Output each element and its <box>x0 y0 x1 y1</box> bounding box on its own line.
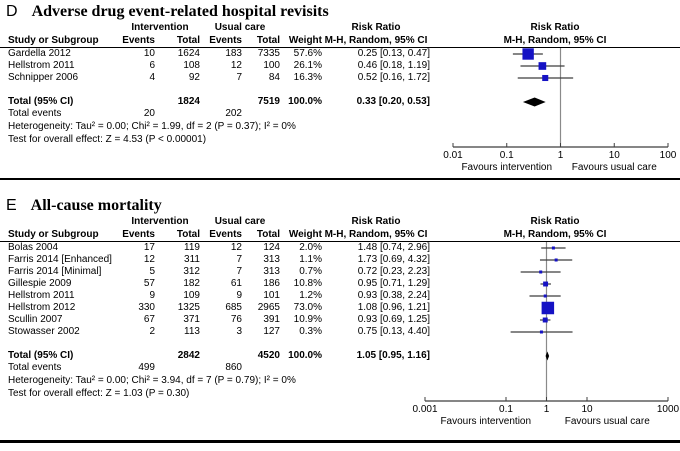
risk-ratio-cell: 0.46 [0.18, 1.19] <box>357 60 430 71</box>
total-intervention-cell: 119 <box>184 242 200 253</box>
risk-ratio-cell: 0.75 [0.13, 4.40] <box>357 326 430 337</box>
total-usual-cell: 186 <box>263 278 280 289</box>
panel-title <box>0 0 680 22</box>
events-intervention-cell: 6 <box>149 60 155 71</box>
panel-adverse-drug-event-revisits <box>0 0 680 178</box>
total-row <box>0 96 680 108</box>
events-intervention-cell: 17 <box>143 242 155 253</box>
events-usual-cell: 685 <box>225 302 242 313</box>
study-row <box>0 290 680 302</box>
usual-care-group-header: Usual care <box>214 22 266 33</box>
risk-ratio-cell: 0.25 [0.13, 0.47] <box>357 48 430 59</box>
study-name-cell: Farris 2014 [Enhanced] <box>8 254 112 265</box>
total-column-header: Total <box>256 34 280 46</box>
study-rows <box>0 242 680 338</box>
weight-cell: 1.2% <box>299 290 322 301</box>
events-usual-cell: 183 <box>225 48 242 59</box>
total-column-header: Total <box>176 228 200 240</box>
spacer <box>0 338 680 350</box>
total-events-intervention: 20 <box>143 108 155 119</box>
risk-ratio-cell: 1.73 [0.69, 4.32] <box>357 254 430 265</box>
total-intervention: 1824 <box>177 96 200 107</box>
weight-cell: 0.7% <box>299 266 322 277</box>
panel-title-text: Adverse drug event-related hospital revisits <box>31 3 329 20</box>
svg-text:1: 1 <box>543 404 550 415</box>
weight-cell: 2.0% <box>299 242 322 253</box>
intervention-group-header: Intervention <box>131 216 189 227</box>
heterogeneity-row: Heterogeneity: Tau² = 0.00; Chi² = 1.99, df = 2 (P = 0.37); I² = 0% <box>8 121 296 132</box>
total-usual: 4520 <box>257 350 280 361</box>
total-intervention-cell: 109 <box>183 290 200 301</box>
study-name-cell: Farris 2014 [Minimal] <box>8 266 102 277</box>
risk-ratio-plot-header: Risk Ratio <box>530 22 580 33</box>
favours-usual-care-label: Favours usual care <box>571 162 657 173</box>
panel-title <box>0 194 680 216</box>
study-name-cell: Schnipper 2006 <box>8 72 79 83</box>
svg-text:10: 10 <box>608 150 620 161</box>
weight-cell: 1.1% <box>299 254 322 265</box>
total-intervention-cell: 311 <box>184 254 200 265</box>
study-column-header: Study or Subgroup <box>8 34 99 46</box>
total-usual-cell: 391 <box>263 314 280 325</box>
weight-cell: 57.6% <box>293 48 322 59</box>
study-row <box>0 326 680 338</box>
total-usual-cell: 127 <box>263 326 280 337</box>
bottom-rule <box>0 440 680 443</box>
favours-usual-care-label: Favours usual care <box>564 416 650 427</box>
study-name-cell: Gillespie 2009 <box>8 278 72 289</box>
events-usual-cell: 7 <box>236 266 242 277</box>
mh-plot-header: M-H, Random, 95% CI <box>503 228 607 240</box>
risk-ratio-cell: 0.95 [0.71, 1.29] <box>357 278 430 289</box>
total-events-intervention: 499 <box>138 362 155 373</box>
events-usual-cell: 61 <box>230 278 242 289</box>
total-intervention-cell: 1325 <box>177 302 200 313</box>
weight-cell: 0.3% <box>299 326 322 337</box>
events-column-header: Events <box>122 228 155 240</box>
total-label: Total (95% CI) <box>8 350 74 361</box>
study-row <box>0 302 680 314</box>
events-intervention-cell: 12 <box>143 254 155 265</box>
heterogeneity-row: Heterogeneity: Tau² = 0.00; Chi² = 3.94, df = 7 (P = 0.79); I² = 0% <box>8 375 296 386</box>
group-header-row <box>0 216 680 228</box>
study-rows <box>0 48 680 84</box>
total-label: Total (95% CI) <box>8 96 74 107</box>
mh-plot-header: M-H, Random, 95% CI <box>503 34 607 46</box>
total-usual-cell: 313 <box>263 254 280 265</box>
favours-intervention-label: Favours intervention <box>440 416 532 427</box>
total-column-header: Total <box>256 228 280 240</box>
events-intervention-cell: 10 <box>143 48 155 59</box>
total-events-label: Total events <box>8 362 62 373</box>
total-intervention-cell: 371 <box>183 314 200 325</box>
risk-ratio-plot-header: Risk Ratio <box>530 216 580 227</box>
total-events-row <box>0 108 680 120</box>
overall-effect-row: Test for overall effect: Z = 1.03 (P = 0.30) <box>8 388 190 399</box>
risk-ratio-cell: 0.93 [0.38, 2.24] <box>357 290 430 301</box>
risk-ratio-cell: 0.93 [0.69, 1.25] <box>357 314 430 325</box>
overall-effect-row: Test for overall effect: Z = 4.53 (P < 0.00001) <box>8 134 207 145</box>
events-intervention-cell: 9 <box>149 290 155 301</box>
total-intervention: 2842 <box>177 350 200 361</box>
study-name-cell: Hellstrom 2012 <box>8 302 76 313</box>
weight-cell: 26.1% <box>293 60 322 71</box>
study-row <box>0 48 680 60</box>
study-row <box>0 278 680 290</box>
events-column-header: Events <box>209 228 242 240</box>
svg-text:100: 100 <box>659 150 677 161</box>
total-weight: 100.0% <box>288 96 322 107</box>
study-row <box>0 60 680 72</box>
events-intervention-cell: 2 <box>149 326 155 337</box>
risk-ratio-cell: 1.08 [0.96, 1.21] <box>357 302 430 313</box>
weight-cell: 73.0% <box>293 302 322 313</box>
mh-column-header: M-H, Random, 95% CI <box>324 228 428 240</box>
panel-letter: D <box>6 3 18 20</box>
events-usual-cell: 7 <box>236 72 242 83</box>
total-intervention-cell: 1624 <box>177 48 200 59</box>
risk-ratio-cell: 1.48 [0.74, 2.96] <box>357 242 430 253</box>
total-events-usual: 202 <box>225 108 242 119</box>
total-rr: 0.33 [0.20, 0.53] <box>356 96 430 107</box>
total-column-header: Total <box>176 34 200 46</box>
total-events-row <box>0 362 680 374</box>
total-usual: 7519 <box>257 96 280 107</box>
events-usual-cell: 12 <box>230 242 242 253</box>
column-header-row <box>0 34 680 48</box>
weight-cell: 16.3% <box>293 72 322 83</box>
events-intervention-cell: 67 <box>143 314 155 325</box>
total-usual-cell: 101 <box>263 290 280 301</box>
usual-care-group-header: Usual care <box>214 216 266 227</box>
total-usual-cell: 313 <box>263 266 280 277</box>
events-usual-cell: 3 <box>236 326 242 337</box>
total-intervention-cell: 108 <box>183 60 200 71</box>
total-events-usual: 860 <box>225 362 242 373</box>
total-usual-cell: 84 <box>268 72 280 83</box>
svg-text:0.001: 0.001 <box>412 404 438 415</box>
svg-text:1: 1 <box>557 150 564 161</box>
study-name-cell: Hellstrom 2011 <box>8 290 75 301</box>
total-weight: 100.0% <box>288 350 322 361</box>
column-header-row <box>0 228 680 242</box>
weight-cell: 10.8% <box>293 278 322 289</box>
total-intervention-cell: 312 <box>183 266 200 277</box>
events-column-header: Events <box>209 34 242 46</box>
total-usual-cell: 100 <box>263 60 280 71</box>
total-rr: 1.05 [0.95, 1.16] <box>356 350 430 361</box>
total-intervention-cell: 92 <box>188 72 200 83</box>
total-usual-cell: 124 <box>263 242 280 253</box>
intervention-group-header: Intervention <box>131 22 189 33</box>
study-name-cell: Scullin 2007 <box>8 314 63 325</box>
events-usual-cell: 7 <box>236 254 242 265</box>
svg-text:0.1: 0.1 <box>499 404 513 415</box>
study-name-cell: Hellstrom 2011 <box>8 60 75 71</box>
events-usual-cell: 76 <box>230 314 242 325</box>
total-intervention-cell: 113 <box>184 326 200 337</box>
svg-text:10: 10 <box>581 404 593 415</box>
study-name-cell: Gardella 2012 <box>8 48 71 59</box>
weight-cell: 10.9% <box>293 314 322 325</box>
risk-ratio-cell: 0.72 [0.23, 2.23] <box>357 266 430 277</box>
svg-text:1000: 1000 <box>656 404 680 415</box>
events-intervention-cell: 4 <box>149 72 155 83</box>
weight-column-header: Weight <box>288 228 322 240</box>
risk-ratio-cell: 0.52 [0.16, 1.72] <box>357 72 430 83</box>
events-intervention-cell: 330 <box>138 302 155 313</box>
panel-all-cause-mortality <box>0 180 680 440</box>
total-usual-cell: 2965 <box>257 302 280 313</box>
mh-column-header: M-H, Random, 95% CI <box>324 34 428 46</box>
risk-ratio-column-header: Risk Ratio <box>351 22 401 33</box>
study-column-header: Study or Subgroup <box>8 228 99 240</box>
events-usual-cell: 9 <box>236 290 242 301</box>
favours-intervention-label: Favours intervention <box>461 162 553 173</box>
panel-letter: E <box>6 197 17 214</box>
study-row <box>0 266 680 278</box>
study-row <box>0 242 680 254</box>
total-intervention-cell: 182 <box>183 278 200 289</box>
events-intervention-cell: 5 <box>149 266 155 277</box>
study-row <box>0 254 680 266</box>
events-column-header: Events <box>122 34 155 46</box>
weight-column-header: Weight <box>288 34 322 46</box>
study-name-cell: Stowasser 2002 <box>8 326 80 337</box>
spacer <box>0 84 680 96</box>
total-row <box>0 350 680 362</box>
total-usual-cell: 7335 <box>257 48 280 59</box>
svg-text:0.1: 0.1 <box>499 150 514 161</box>
panel-title-text: All-cause mortality <box>30 197 162 214</box>
group-header-row <box>0 22 680 34</box>
study-row <box>0 314 680 326</box>
events-intervention-cell: 57 <box>143 278 155 289</box>
total-events-label: Total events <box>8 108 62 119</box>
study-row <box>0 72 680 84</box>
events-usual-cell: 12 <box>230 60 242 71</box>
risk-ratio-column-header: Risk Ratio <box>351 216 401 227</box>
study-name-cell: Bolas 2004 <box>8 242 59 253</box>
svg-text:0.01: 0.01 <box>443 150 463 161</box>
